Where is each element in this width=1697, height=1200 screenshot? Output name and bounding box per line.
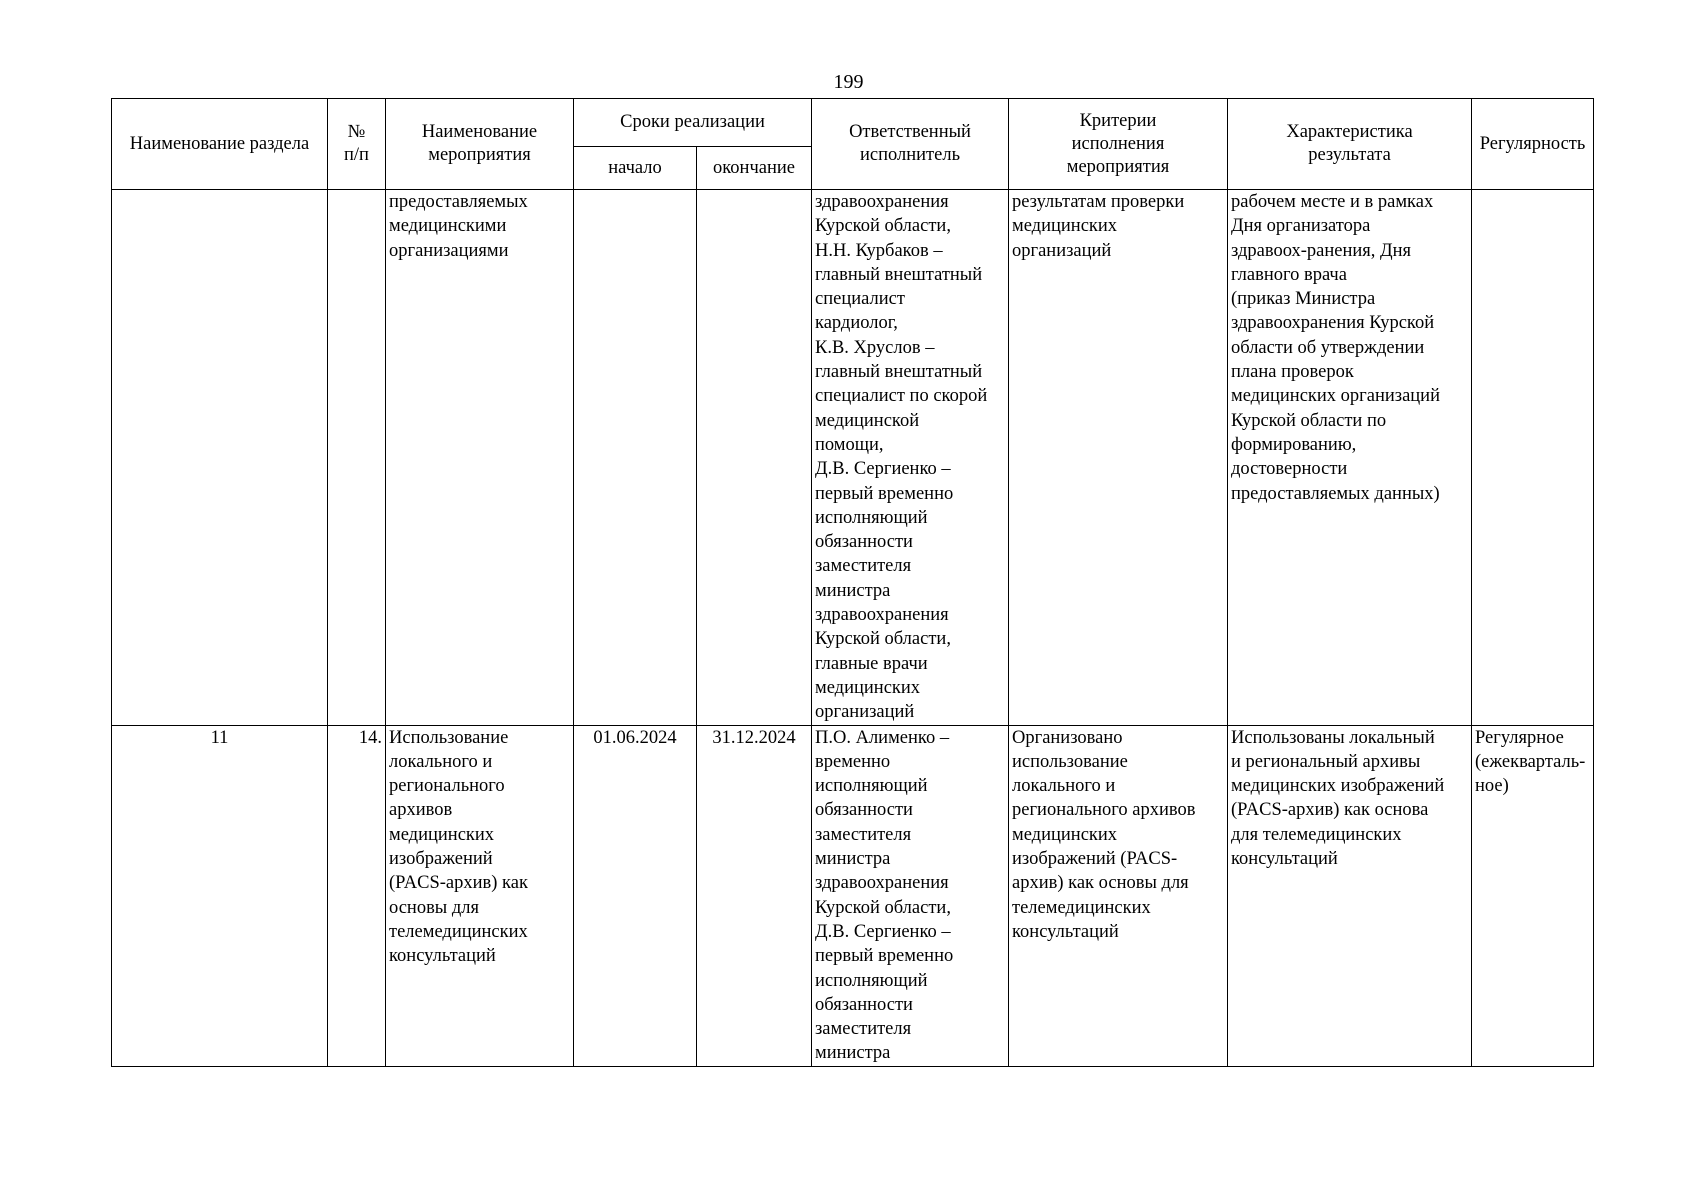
header-end: окончание [697,147,812,190]
cell-regularity: Регулярное (ежекварталь- ное) [1472,725,1594,1066]
cell-event: Использование локального и регионального архивов медицинских изображений (PACS-архив) как основы для телемедицинских консультаций [386,725,574,1066]
cell-end [697,190,812,726]
plan-table [111,98,1594,1067]
cell-result: Использованы локальный и региональный архивы медицинских изображений (PACS-архив) как основа для телемедицинских консультаций [1228,725,1472,1066]
cell-start [574,190,697,726]
cell-regularity [1472,190,1594,726]
cell-criteria: результатам проверки медицинских организаций [1009,190,1228,726]
cell-criteria: Организовано использование локального и регионального архивов медицинских изображений (PACS- архив) как основы для телемедицинских консультаций [1009,725,1228,1066]
table-header-row [112,99,1594,147]
cell-number: 14. [328,725,386,1066]
cell-responsible: здравоохранения Курской области, Н.Н. Курбаков – главный внештатный специалист кардиолог, К.В. Хруслов – главный внештатный специалист по скорой медицинской помощи, Д.В. Сергиенко – первый временно исполняющий обязанности заместителя министра здравоохранения Курской области, главные врачи медицинских организаций [812,190,1009,726]
header-start: начало [574,147,697,190]
cell-responsible: П.О. Алименко – временно исполняющий обязанности заместителя министра здравоохранения Курской области, Д.В. Сергиенко – первый временно исполняющий обязанности заместителя министра [812,725,1009,1066]
table-row [112,190,1594,726]
header-terms: Сроки реализации [574,99,812,147]
header-result: Характеристика результата [1228,99,1472,190]
header-criteria: Критерии исполнения мероприятия [1009,99,1228,190]
cell-number [328,190,386,726]
page-number: 199 [833,71,864,93]
cell-end: 31.12.2024 [697,725,812,1066]
header-responsible: Ответственный исполнитель [812,99,1009,190]
cell-event: предоставляемых медицинскими организациями [386,190,574,726]
cell-section: 11 [112,725,328,1066]
header-regularity: Регулярность [1472,99,1594,190]
cell-section [112,190,328,726]
cell-result: рабочем месте и в рамках Дня организатора здравоох-ранения, Дня главного врача (приказ Министра здравоохранения Курской области об утверждении плана проверок медицинских организаций Курской области по формированию, достоверности предоставляемых данных) [1228,190,1472,726]
cell-start: 01.06.2024 [574,725,697,1066]
header-section: Наименование раздела [112,99,328,190]
header-event: Наименование мероприятия [386,99,574,190]
table-row [112,725,1594,1066]
header-number: № п/п [328,99,386,190]
